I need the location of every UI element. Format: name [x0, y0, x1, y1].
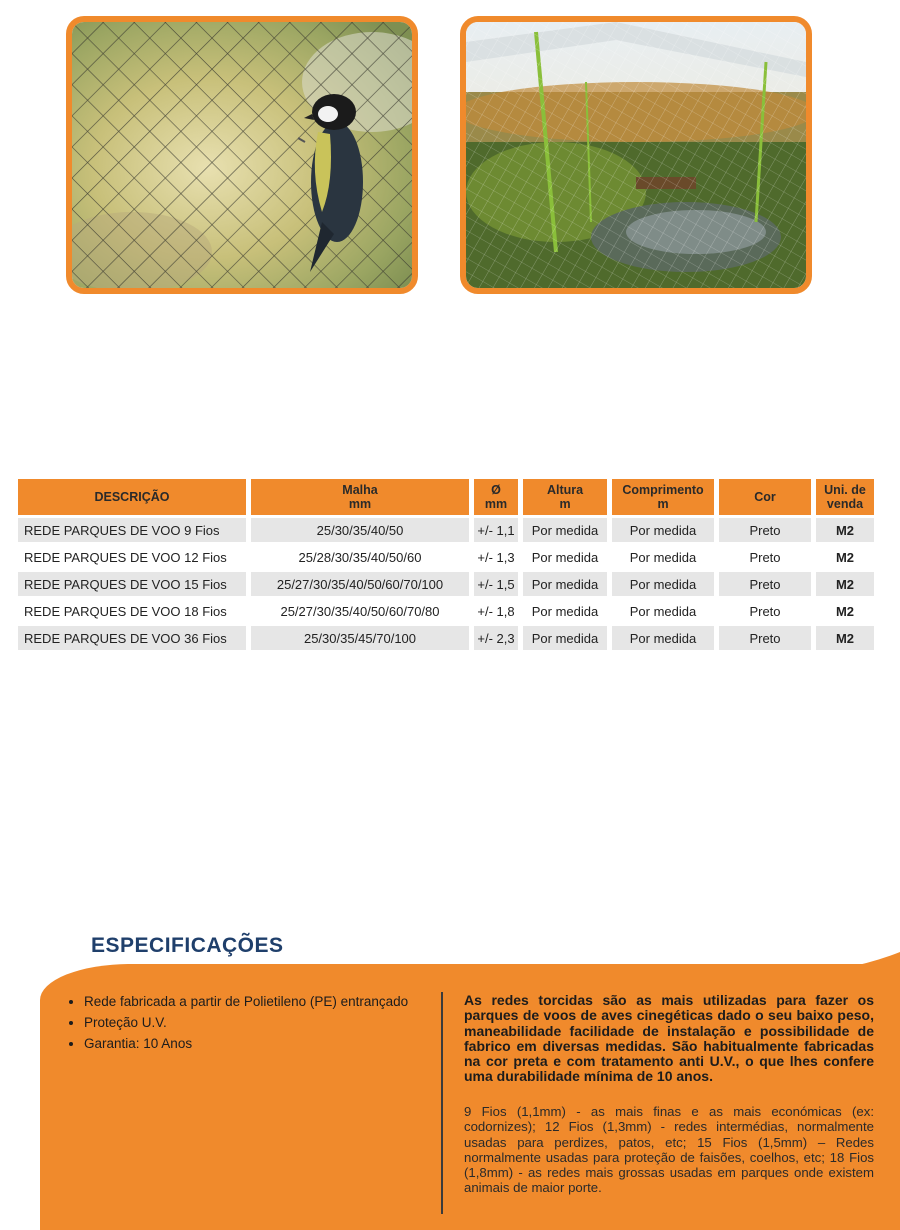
header-descricao: DESCRIÇÃO [18, 479, 246, 515]
cell-cor: Preto [719, 545, 811, 569]
cell-descricao: REDE PARQUES DE VOO 9 Fios [18, 518, 246, 542]
cell-unidade: M2 [816, 518, 874, 542]
cell-descricao: REDE PARQUES DE VOO 12 Fios [18, 545, 246, 569]
cell-comprimento: Por medida [612, 572, 714, 596]
bullet-item: • Garantia: 10 Anos [84, 1036, 414, 1051]
table-row [18, 545, 874, 569]
cell-diametro: +/- 2,3 [474, 626, 518, 650]
header-malha: Malha mm [251, 479, 469, 515]
cell-altura: Por medida [523, 545, 607, 569]
cell-descricao: REDE PARQUES DE VOO 15 Fios [18, 572, 246, 596]
bullet-item: • Proteção U.V. [84, 1015, 414, 1030]
cell-comprimento: Por medida [612, 545, 714, 569]
header-cor: Cor [719, 479, 811, 515]
header-comprimento: Comprimento m [612, 479, 714, 515]
table-row [18, 626, 874, 650]
vertical-divider [441, 992, 443, 1214]
aviary-park-photo [460, 16, 812, 294]
cell-comprimento: Por medida [612, 626, 714, 650]
cell-unidade: M2 [816, 572, 874, 596]
cell-altura: Por medida [523, 518, 607, 542]
table-header-row [18, 479, 874, 515]
cell-diametro: +/- 1,1 [474, 518, 518, 542]
aviary-park-image [466, 22, 806, 288]
cell-cor: Preto [719, 572, 811, 596]
description-paragraph-bold: As redes torcidas são as mais utilizadas para fazer os parques de voos de aves cinegéticas dado o seu baixo peso, maneabilidade facilidade de instalação e possibilidade de fabrico em diversas medidas. São habitualmente fabricadas na cor preta e com tratamento anti U.V., o que lhes confere uma durabilidade mínima de 10 anos. [464, 992, 874, 1085]
bird-on-net-photo [66, 16, 418, 294]
specifications-bullets [62, 994, 414, 1057]
table-row [18, 599, 874, 623]
cell-malha: 25/30/35/40/50 [251, 518, 469, 542]
cell-altura: Por medida [523, 572, 607, 596]
cell-diametro: +/- 1,5 [474, 572, 518, 596]
cell-comprimento: Por medida [612, 599, 714, 623]
cell-malha: 25/27/30/35/40/50/60/70/80 [251, 599, 469, 623]
header-altura: Altura m [523, 479, 607, 515]
specifications-title: ESPECIFICAÇÕES [91, 934, 284, 957]
header-diametro: Ø mm [474, 479, 518, 515]
product-spec-table [13, 476, 879, 653]
cell-descricao: REDE PARQUES DE VOO 18 Fios [18, 599, 246, 623]
cell-malha: 25/30/35/45/70/100 [251, 626, 469, 650]
bullet-item: • Rede fabricada a partir de Polietileno (PE) entrançado [84, 994, 414, 1009]
bird-on-net-image [72, 22, 412, 288]
cell-unidade: M2 [816, 545, 874, 569]
cell-malha: 25/28/30/35/40/50/60 [251, 545, 469, 569]
cell-comprimento: Por medida [612, 518, 714, 542]
description-paragraph-details: 9 Fios (1,1mm) - as mais finas e as mais económicas (ex: codornizes); 12 Fios (1,3mm) - redes intermédias, normalmente usadas para perdizes, patos, etc; 15 Fios (1,5mm) – Redes normalmente usadas para proteção de faisões, coelhos, etc; 18 Fios (1,8mm) - as redes mais grossas usadas em parques onde existem animais de maior porte. [464, 1104, 874, 1196]
panel-wave-decoration [780, 952, 900, 976]
cell-unidade: M2 [816, 599, 874, 623]
cell-diametro: +/- 1,8 [474, 599, 518, 623]
cell-diametro: +/- 1,3 [474, 545, 518, 569]
cell-cor: Preto [719, 518, 811, 542]
cell-cor: Preto [719, 626, 811, 650]
cell-descricao: REDE PARQUES DE VOO 36 Fios [18, 626, 246, 650]
table-row [18, 572, 874, 596]
cell-unidade: M2 [816, 626, 874, 650]
cell-altura: Por medida [523, 626, 607, 650]
header-unidade-venda: Uni. de venda [816, 479, 874, 515]
cell-malha: 25/27/30/35/40/50/60/70/100 [251, 572, 469, 596]
cell-cor: Preto [719, 599, 811, 623]
cell-altura: Por medida [523, 599, 607, 623]
table-row [18, 518, 874, 542]
